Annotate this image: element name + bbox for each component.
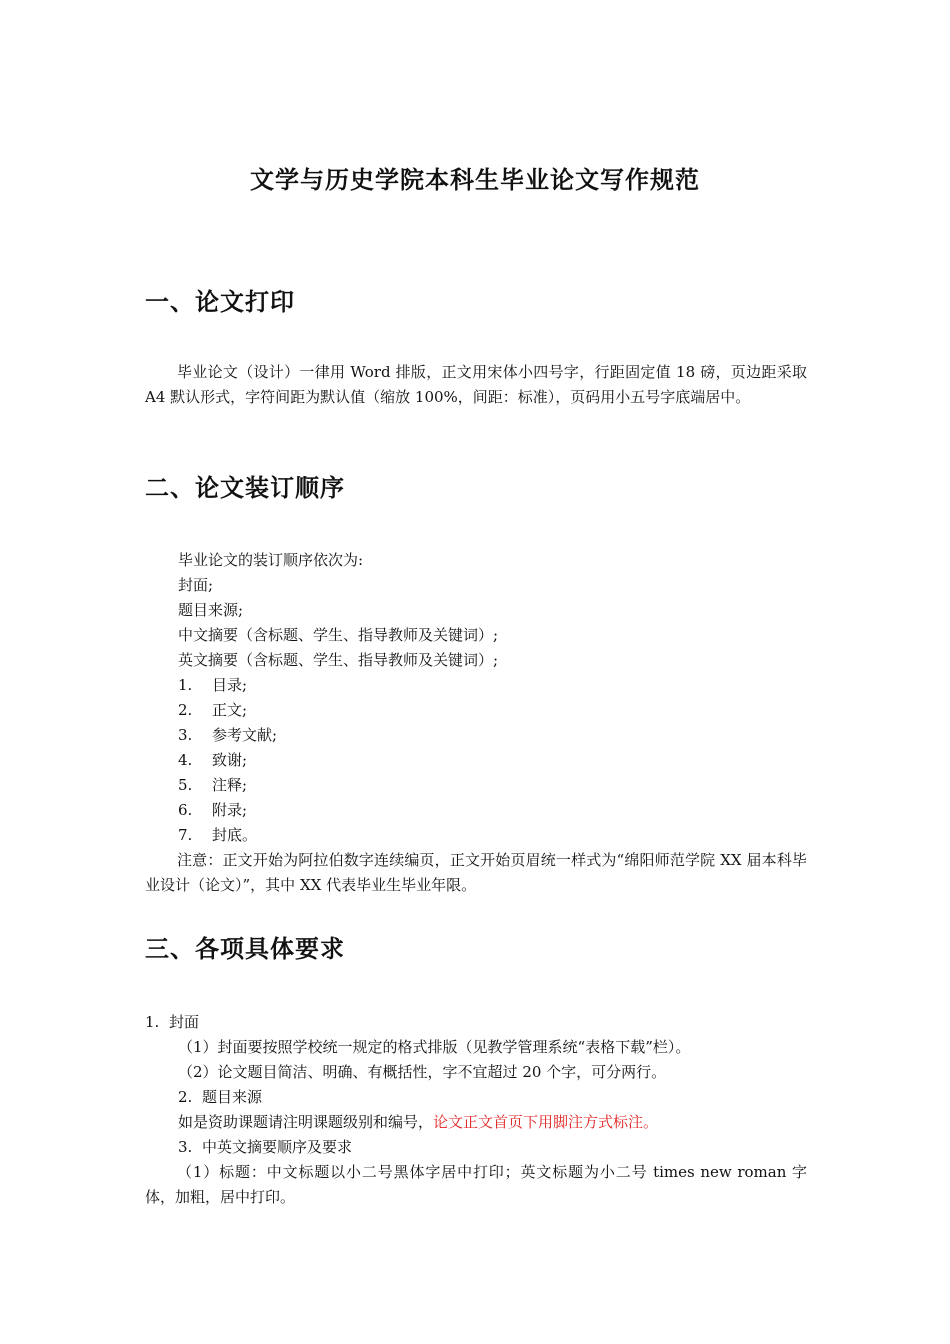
item-text: 正文; <box>212 701 248 719</box>
item-number: 2. <box>178 701 193 719</box>
numbered-item <box>178 798 247 823</box>
subsection-title: 题目来源 <box>202 1088 263 1106</box>
numbered-item <box>178 748 247 773</box>
item-number: 1. <box>178 676 193 694</box>
cover-requirement: （2）论文题目简洁、明确、有概括性，字不宜超过 20 个字，可分两行。 <box>178 1063 667 1081</box>
topic-source-text <box>178 1110 658 1135</box>
section-2-heading: 二、论文装订顺序 <box>145 473 345 502</box>
section-1-heading: 一、论文打印 <box>145 287 295 316</box>
subsection-number: 2. <box>178 1088 193 1106</box>
item-number: 4. <box>178 751 193 769</box>
section-3-heading: 三、各项具体要求 <box>145 934 345 963</box>
subsection-title: 中英文摘要顺序及要求 <box>202 1138 353 1156</box>
subsection-cover <box>145 1010 199 1035</box>
item-text: 注释; <box>212 776 248 794</box>
item-text: 目录; <box>212 676 248 694</box>
subsection-number: 3. <box>178 1138 193 1156</box>
item-text: 附录; <box>212 801 248 819</box>
numbered-item <box>178 723 277 748</box>
item-number: 7. <box>178 826 193 844</box>
numbered-item <box>178 673 247 698</box>
pagination-note: 注意：正文开始为阿拉伯数字连续编页，正文开始页眉统一样式为“绵阳师范学院 XX 届本科毕业设计（论文）”，其中 XX 代表毕业生毕业年限。 <box>145 851 807 894</box>
numbered-item <box>178 823 257 848</box>
footnote-highlight: 论文正文首页下用脚注方式标注。 <box>433 1113 659 1131</box>
topic-source-instruction: 如是资助课题请注明课题级别和编号， <box>178 1113 434 1131</box>
subsection-topic-source <box>178 1085 262 1110</box>
item-number: 5. <box>178 776 193 794</box>
section-1-paragraph: 毕业论文（设计）一律用 Word 排版，正文用宋体小四号字，行距固定值 18 磅，页边距采取 A4 默认形式，字符间距为默认值（缩放 100%，间距：标准），页码用小五号字底端居中。 <box>145 363 807 406</box>
abstract-title-requirement: （1）标题：中文标题以小二号黑体字居中打印；英文标题为小二号 times new roman 字体，加粗，居中打印。 <box>145 1163 807 1206</box>
document-title: 文学与历史学院本科生毕业论文写作规范 <box>250 165 700 194</box>
numbered-item <box>178 698 247 723</box>
item-text: 参考文献; <box>212 726 278 744</box>
binding-item: 中文摘要（含标题、学生、指导教师及关键词）; <box>178 626 499 644</box>
binding-item: 题目来源; <box>178 601 244 619</box>
subsection-abstract <box>178 1135 352 1160</box>
item-text: 致谢; <box>212 751 248 769</box>
item-number: 3. <box>178 726 193 744</box>
binding-item: 英文摘要（含标题、学生、指导教师及关键词）; <box>178 651 499 669</box>
binding-order-intro: 毕业论文的装订顺序依次为: <box>178 551 364 569</box>
numbered-item <box>178 773 247 798</box>
subsection-title: 封面 <box>169 1013 200 1031</box>
item-number: 6. <box>178 801 193 819</box>
item-text: 封底。 <box>212 826 258 844</box>
binding-item: 封面; <box>178 576 214 594</box>
cover-requirement: （1）封面要按照学校统一规定的格式排版（见教学管理系统“表格下载”栏）。 <box>178 1038 691 1056</box>
subsection-number: 1. <box>145 1013 160 1031</box>
